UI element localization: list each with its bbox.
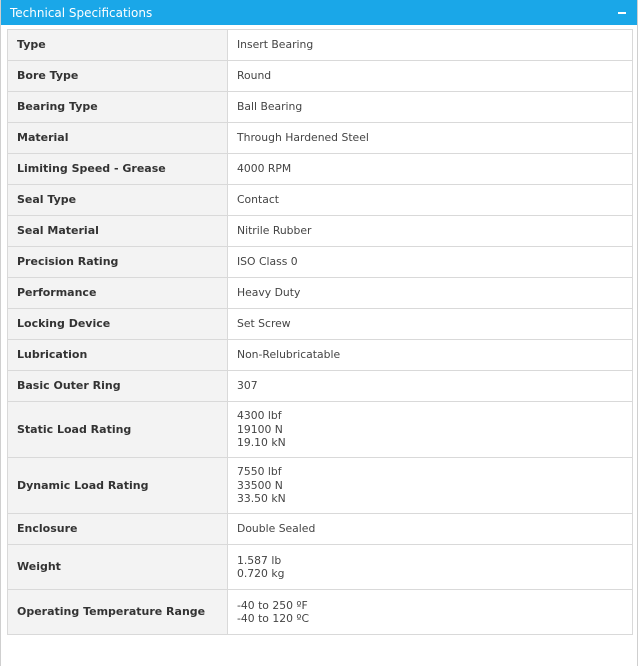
spec-value-line: Set Screw [237,317,291,331]
spec-value-line: Contact [237,193,280,207]
spec-value [228,92,633,123]
spec-row [8,154,633,185]
spec-value-line: 4300 lbf [237,409,282,423]
spec-label: Operating Temperature Range [8,590,228,635]
spec-value-line: 33500 N [237,478,283,492]
spec-value-line: Double Sealed [237,522,316,536]
spec-table-body [8,30,633,635]
spec-value [228,309,633,340]
spec-value-line: 307 [237,379,258,393]
spec-value-line: 4000 RPM [237,162,292,176]
spec-table [7,29,633,635]
spec-label: Static Load Rating [8,402,228,458]
spec-value-line: Through Hardened Steel [237,131,369,145]
spec-value-line: 33.50 kN [237,492,286,506]
panel-title: Technical Specifications [10,5,153,20]
spec-value [228,545,633,590]
spec-row [8,278,633,309]
spec-label: Lubrication [8,340,228,371]
spec-value [228,247,633,278]
spec-label: Dynamic Load Rating [8,458,228,514]
spec-row [8,30,633,61]
spec-value-line: 7550 lbf [237,465,282,479]
spec-value [228,123,633,154]
spec-label: Enclosure [8,514,228,545]
spec-value-line: Round [237,69,272,83]
spec-row [8,590,633,635]
spec-label: Weight [8,545,228,590]
spec-value-line: -40 to 120 ºC [237,612,310,625]
spec-label: Precision Rating [8,247,228,278]
spec-row [8,247,633,278]
spec-label: Limiting Speed - Grease [8,154,228,185]
spec-row [8,123,633,154]
spec-label: Locking Device [8,309,228,340]
spec-value-line: ISO Class 0 [237,255,298,269]
spec-label: Type [8,30,228,61]
spec-value [228,216,633,247]
spec-row [8,458,633,514]
spec-value-line: -40 to 250 ºF [237,598,308,612]
spec-label: Material [8,123,228,154]
spec-value [228,185,633,216]
spec-value-line: Nitrile Rubber [237,224,312,238]
spec-label: Seal Material [8,216,228,247]
spec-row [8,92,633,123]
spec-value [228,154,633,185]
spec-value [228,30,633,61]
spec-label: Seal Type [8,185,228,216]
spec-value-line: 19.10 kN [237,436,286,450]
spec-label: Basic Outer Ring [8,371,228,402]
spec-label: Bearing Type [8,92,228,123]
spec-value [228,458,633,514]
spec-row [8,514,633,545]
spec-value [228,61,633,92]
spec-row [8,402,633,458]
collapse-icon[interactable] [617,8,627,18]
spec-value-line: 0.720 kg [237,567,285,580]
spec-value-line: Non-Relubricatable [237,348,341,362]
spec-value-line: 1.587 lb [237,553,282,567]
spec-value [228,402,633,458]
spec-value-line: Ball Bearing [237,100,303,114]
spec-value-line: Insert Bearing [237,38,314,52]
spec-label: Bore Type [8,61,228,92]
spec-value [228,340,633,371]
spec-value [228,278,633,309]
spec-row [8,216,633,247]
spec-row [8,185,633,216]
spec-row [8,371,633,402]
spec-row [8,340,633,371]
spec-row [8,61,633,92]
panel-header[interactable] [1,0,637,25]
spec-value [228,590,633,635]
spec-value-line: 19100 N [237,422,283,436]
spec-value [228,371,633,402]
spec-row [8,545,633,590]
spec-value [228,514,633,545]
spec-value-line: Heavy Duty [237,286,301,300]
spec-row [8,309,633,340]
spec-label: Performance [8,278,228,309]
